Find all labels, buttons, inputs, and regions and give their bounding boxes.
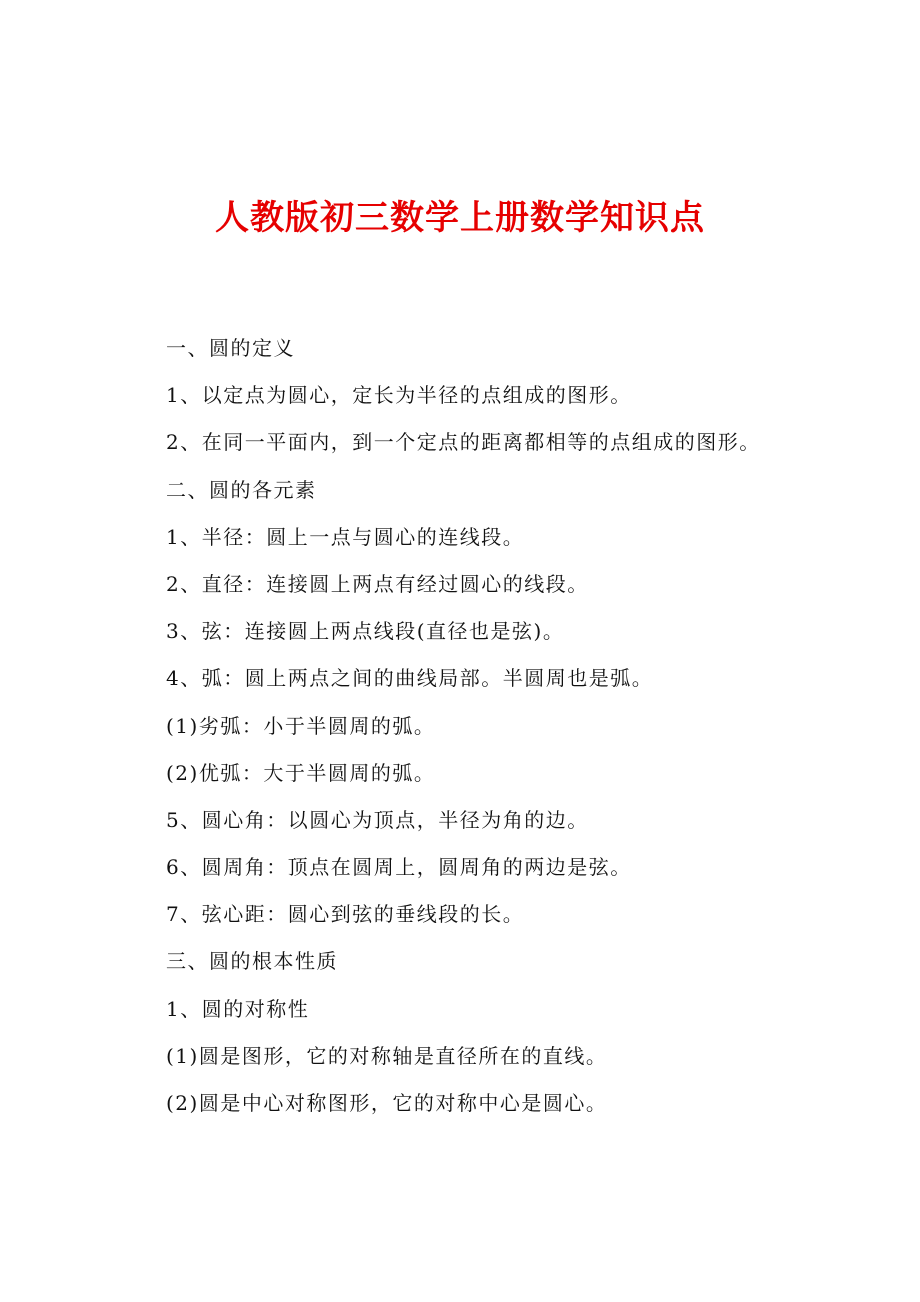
paragraph-line: (1)圆是图形，它的对称轴是直径所在的直线。 (166, 1043, 608, 1068)
paragraph-line: (1)劣弧：小于半圆周的弧。 (166, 713, 436, 738)
document-body (166, 325, 886, 1127)
page-title: 人教版初三数学上册数学知识点 (215, 198, 705, 238)
paragraph-line: 6、圆周角：顶点在圆周上，圆周角的两边是弦。 (166, 855, 632, 880)
paragraph-line: 2、在同一平面内，到一个定点的距离都相等的点组成的图形。 (166, 430, 761, 455)
paragraph-line: 1、以定点为圆心，定长为半径的点组成的图形。 (166, 383, 632, 408)
section-heading: 三、圆的根本性质 (166, 949, 338, 974)
paragraph-line: 7、弦心距：圆心到弦的垂线段的长。 (166, 902, 525, 927)
paragraph-line: (2)优弧：大于半圆周的弧。 (166, 760, 436, 785)
paragraph-line: 2、直径：连接圆上两点有经过圆心的线段。 (166, 571, 589, 596)
paragraph-line: (2)圆是中心对称图形，它的对称中心是圆心。 (166, 1091, 608, 1115)
section-heading: 一、圆的定义 (166, 336, 295, 360)
paragraph-line: 1、圆的对称性 (166, 996, 310, 1021)
paragraph-line: 5、圆心角：以圆心为顶点，半径为角的边。 (166, 807, 589, 832)
paragraph-line: 1、半径：圆上一点与圆心的连线段。 (166, 524, 525, 549)
paragraph-line: 4、弧：圆上两点之间的曲线局部。半圆周也是弧。 (166, 666, 654, 691)
paragraph-line: 3、弦：连接圆上两点线段(直径也是弦)。 (166, 619, 565, 644)
section-heading: 二、圆的各元素 (166, 477, 317, 502)
